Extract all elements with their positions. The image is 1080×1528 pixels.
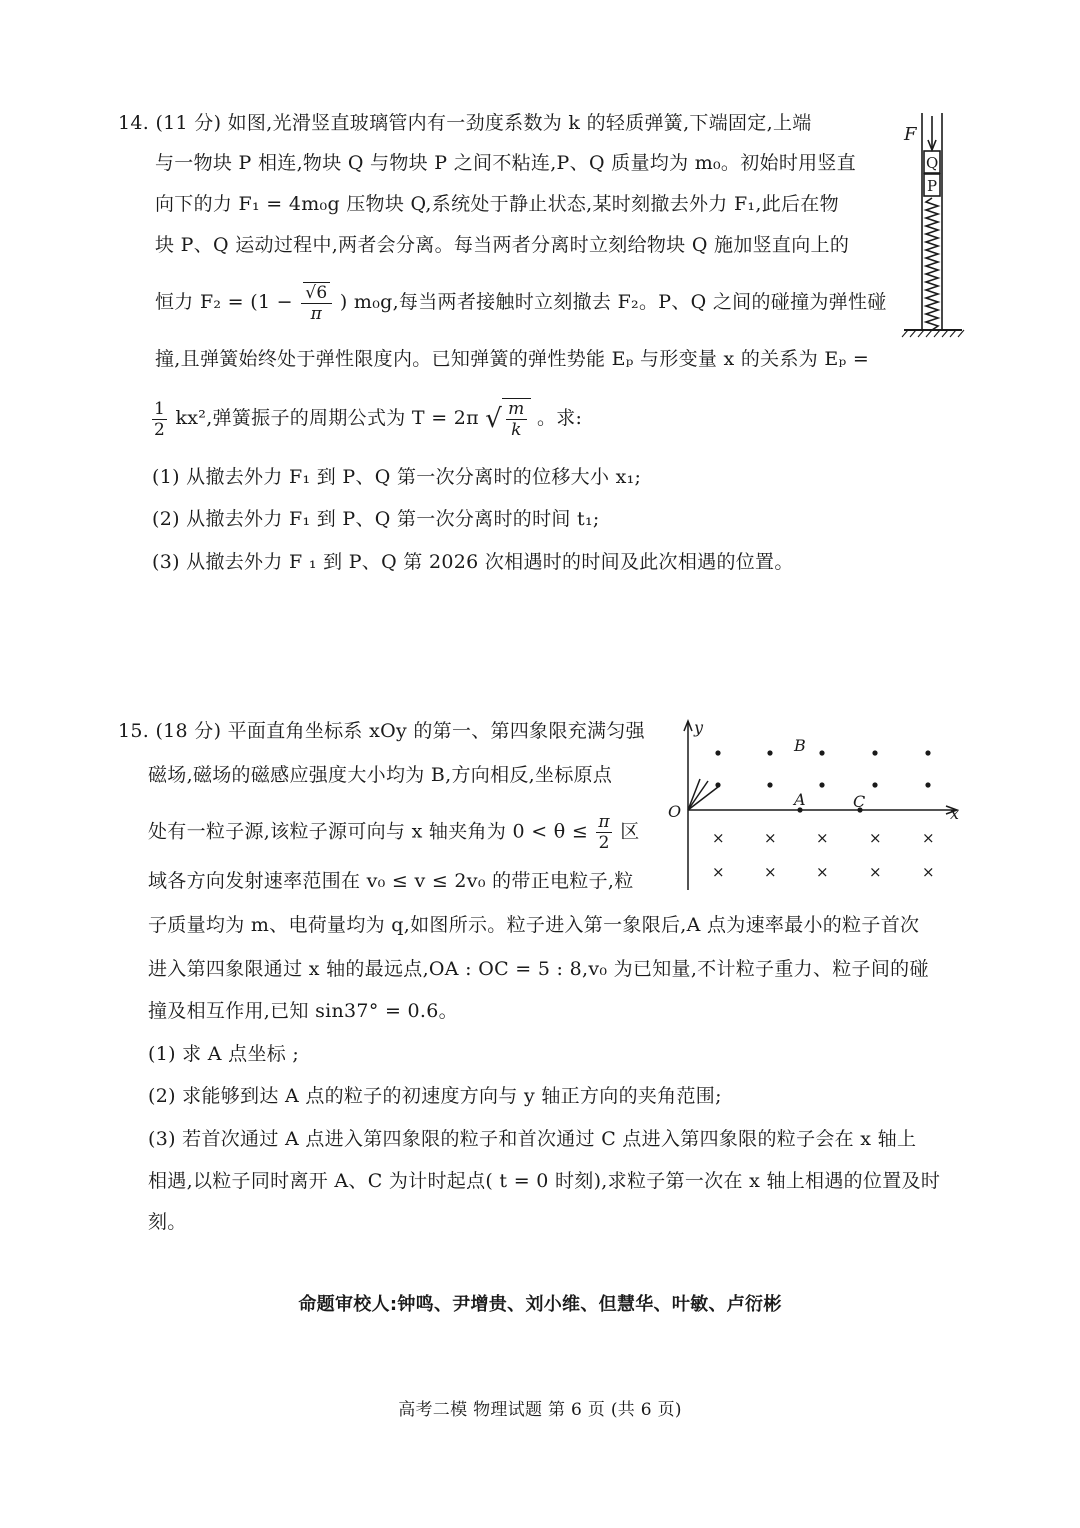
q14-subquestion-3: (3) 从撤去外力 F ₁ 到 P、Q 第 2026 次相遇时的时间及此次相遇的位置。	[152, 551, 794, 573]
q14-line-4: 块 P、Q 运动过程中,两者会分离。每当两者分离时立刻给物块 Q 施加竖直向上的	[155, 234, 850, 256]
q14-line-1: 14. (11 分) 如图,光滑竖直玻璃管内有一劲度系数为 k 的轻质弹簧,下端固定,上端	[118, 112, 812, 134]
q15-line-4: 域各方向发射速率范围在 v₀ ≤ v ≤ 2v₀ 的带正电粒子,粒	[148, 870, 634, 892]
q15-line-6: 进入第四象限通过 x 轴的最远点,OA : OC = 5 : 8,v₀ 为已知量,不计粒子重力、粒子间的碰	[148, 958, 929, 980]
q14-fraction-sqrt6-over-pi	[301, 282, 331, 324]
q14-sqrt-numerator: m	[508, 399, 525, 419]
label-q: Q	[926, 154, 939, 172]
field-out-dots	[715, 750, 930, 812]
q14-line-7a: kx²,弹簧振子的周期公式为 T = 2π	[175, 407, 479, 429]
label-f: F	[904, 124, 917, 145]
spring-coil	[926, 198, 938, 330]
q14-line-7: $\frac{1}{2}$ kx²,弹簧振子的周期公式为 T = 2π √ $\frac{m}{k}$ 。求:	[154, 398, 583, 440]
q15-line-7: 撞及相互作用,已知 sin37° = 0.6。	[148, 1000, 458, 1022]
q15-line-3	[148, 812, 640, 853]
label-c: C	[853, 792, 866, 811]
ground-hatching	[902, 330, 964, 337]
q15-subquestion-1: (1) 求 A 点坐标 ;	[148, 1043, 300, 1065]
q14-frac-denominator: π	[310, 304, 323, 324]
q14-sqrt-denominator: k	[511, 420, 522, 440]
label-o: O	[668, 802, 682, 821]
q15-line-1: 15. (18 分) 平面直角坐标系 xOy 的第一、第四象限充满匀强	[118, 720, 645, 742]
label-a: A	[794, 790, 806, 809]
svg-text:×: ×	[712, 863, 725, 881]
q15-subquestion-3-line-2: 相遇,以粒子同时离开 A、C 为计时起点( t = 0 时刻),求粒子第一次在 x 轴上相遇的位置及时	[148, 1170, 941, 1192]
svg-text:×: ×	[922, 829, 935, 847]
q15-line-5: 子质量均为 m、电荷量均为 q,如图所示。粒子进入第一象限后,A 点为速率最小的粒子首次	[148, 914, 920, 936]
q14-half-denominator: 2	[154, 419, 166, 440]
q14-line-2: 与一物块 P 相连,物块 Q 与物块 P 之间不粘连,P、Q 质量均为 m₀。初始时用竖直	[155, 152, 857, 174]
label-x: x	[950, 804, 960, 823]
q15-subquestion-2: (2) 求能够到达 A 点的粒子的初速度方向与 y 轴正方向的夹角范围;	[148, 1085, 722, 1107]
label-p: P	[927, 177, 938, 195]
page-footer: 高考二模 物理试题 第 6 页 (共 6 页)	[398, 1400, 682, 1420]
q14-line-5a: 恒力 F₂ = (1 −	[155, 291, 293, 313]
q14-line-5b: ) m₀g,每当两者接触时立刻撤去 F₂。P、Q 之间的碰撞为弹性碰	[339, 291, 887, 313]
q14-line-5	[155, 282, 887, 324]
q14-line-7b: 。求:	[536, 407, 583, 429]
q15-line-3a: 处有一粒子源,该粒子源可向与 x 轴夹角为 0 < θ ≤	[148, 820, 589, 843]
q14-frac-numerator: √6	[305, 283, 328, 303]
q15-subquestion-3-line-3: 刻。	[148, 1211, 187, 1233]
q15-frac-denominator: 2	[598, 833, 610, 853]
q14-half-numerator: 1	[154, 398, 166, 419]
q14-line-6: 撞,且弹簧始终处于弹性限度内。已知弹簧的弹性势能 Eₚ 与形变量 x 的关系为 Eₚ =	[155, 348, 870, 370]
svg-text:×: ×	[764, 829, 777, 847]
svg-text:×: ×	[869, 863, 882, 881]
q14-spring-tube-figure	[890, 108, 980, 343]
q15-magnetic-field-figure	[660, 715, 970, 895]
q15-frac-numerator: π	[598, 812, 610, 832]
svg-text:×: ×	[764, 863, 777, 881]
q14-subquestion-1: (1) 从撤去外力 F₁ 到 P、Q 第一次分离时的位移大小 x₁;	[152, 466, 642, 488]
label-y: y	[694, 718, 704, 737]
q14-fraction-m-over-k	[506, 399, 526, 440]
q15-line-2: 磁场,磁场的磁感应强度大小均为 B,方向相反,坐标原点	[148, 764, 613, 786]
q14-subquestion-2: (2) 从撤去外力 F₁ 到 P、Q 第一次分离时的时间 t₁;	[152, 508, 600, 530]
label-b: B	[794, 736, 806, 755]
q14-fraction-half	[152, 399, 167, 440]
field-into-crosses	[712, 829, 935, 881]
svg-text:×: ×	[816, 863, 829, 881]
svg-text:×: ×	[869, 829, 882, 847]
reviewers-line: 命题审校人:钟鸣、尹增贵、刘小维、但慧华、叶敏、卢衍彬	[298, 1294, 782, 1315]
svg-text:×: ×	[816, 829, 829, 847]
svg-text:×: ×	[922, 863, 935, 881]
q15-line-3b: 区	[620, 820, 640, 843]
svg-text:×: ×	[712, 829, 725, 847]
q15-subquestion-3-line-1: (3) 若首次通过 A 点进入第四象限的粒子和首次通过 C 点进入第四象限的粒子会在 x 轴上	[148, 1128, 917, 1150]
q14-line-3: 向下的力 F₁ = 4m₀g 压物块 Q,系统处于静止状态,某时刻撤去外力 F₁,此后在物	[155, 193, 839, 215]
q15-fraction-pi-over-2	[596, 812, 611, 853]
